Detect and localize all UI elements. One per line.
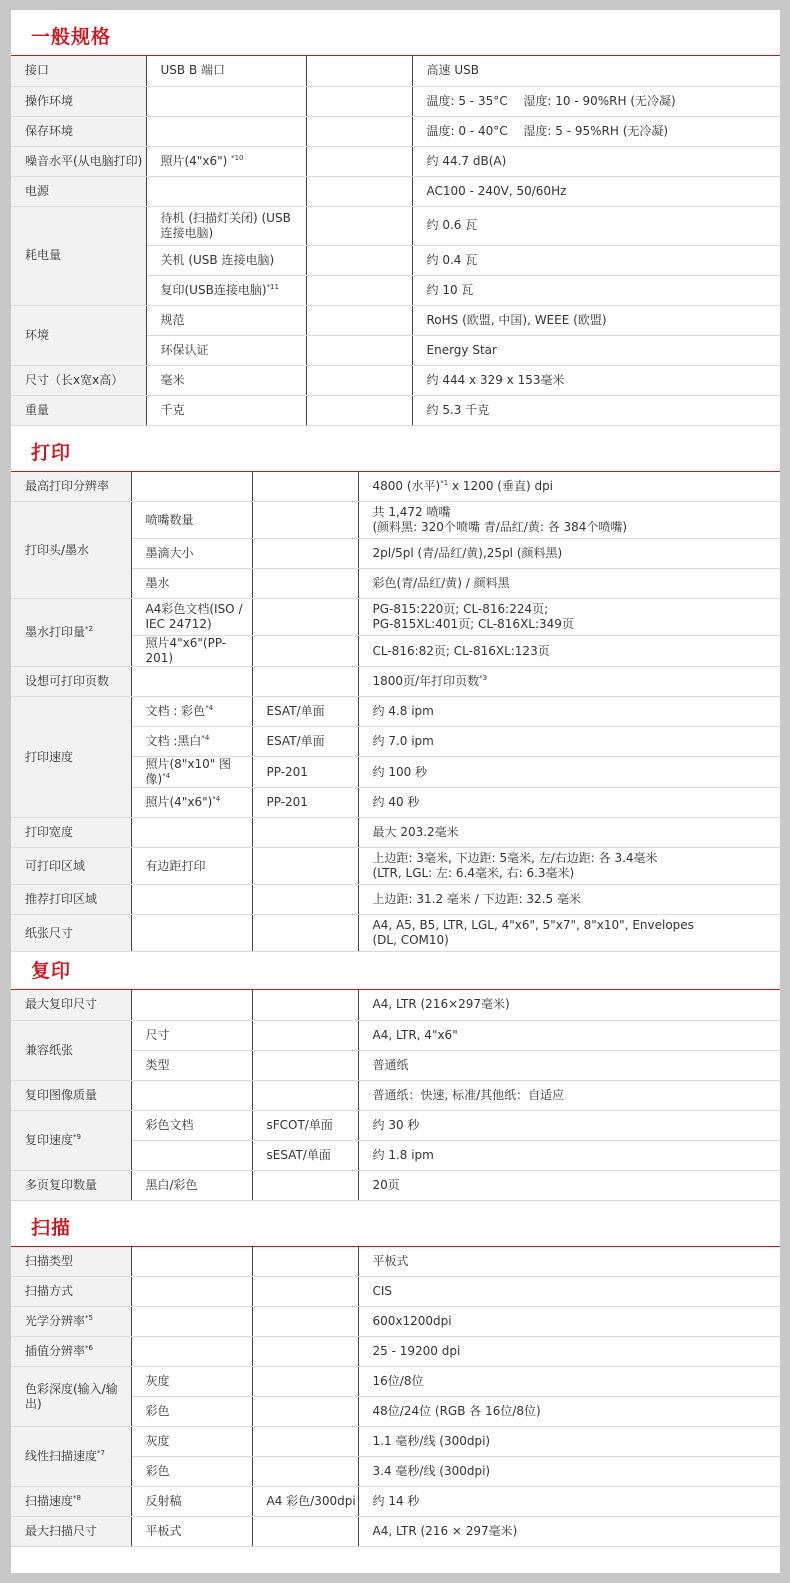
table-row: 打印宽度 最大 203.2毫米	[11, 818, 780, 848]
table-row: 纸张尺寸 A4, A5, B5, LTR, LGL, 4"x6", 5"x7", 8"x10", Envelopes (DL, COM10)	[11, 915, 780, 952]
table-row: 环保认证 Energy Star	[11, 335, 780, 365]
table-row: 接口 USB B 端口 高速 USB	[11, 56, 780, 86]
table-row: 彩色 3.4 毫秒/线 (300dpi)	[11, 1457, 780, 1487]
table-row: 扫描类型 平板式	[11, 1247, 780, 1277]
table-row: 重量 千克 约 5.3 千克	[11, 395, 780, 425]
table-row: 复印速度$^{*9}$ 彩色文档 sFCOT/单面 约 30 秒	[11, 1110, 780, 1140]
table-row: 类型 普通纸	[11, 1050, 780, 1080]
section-title-general: 一般规格	[11, 10, 780, 56]
table-row: 线性扫描速度$^{*7}$ 灰度 1.1 毫秒/线 (300dpi)	[11, 1427, 780, 1457]
table-row: 环境 规范 RoHS (欧盟, 中国), WEEE (欧盟)	[11, 305, 780, 335]
table-row: 保存环境 温度: 0 - 40°C 湿度: 5 - 95%RH (无冷凝)	[11, 116, 780, 146]
table-row: 耗电量 待机 (扫描灯关闭) (USB 连接电脑) 约 0.6 瓦	[11, 206, 780, 245]
table-row: 操作环境 温度: 5 - 35°C 湿度: 10 - 90%RH (无冷凝)	[11, 86, 780, 116]
spec-page	[11, 10, 780, 1573]
table-row: 推荐打印区域 上边距: 31.2 毫米 / 下边距: 32.5 毫米	[11, 885, 780, 915]
table-row: 墨水打印量$^{*2}$ A4彩色文档(ISO / IEC 24712) PG-815:220页; CL-816:224页; PG-815XL:401页; CL-816XL:349页	[11, 599, 780, 636]
section-title-print: 打印	[11, 426, 780, 472]
table-row: 设想可打印页数 1800页/年打印页数$^{*3}$	[11, 667, 780, 697]
table-row: 尺寸（长x宽x高） 毫米 约 444 x 329 x 153毫米	[11, 365, 780, 395]
print-spec-table	[11, 472, 780, 953]
table-row: 可打印区域 有边距打印 上边距: 3毫米, 下边距: 5毫米, 左/右边距: 各 3.4毫米 (LTR, LGL: 左: 6.4毫米, 右: 6.3毫米)	[11, 848, 780, 885]
table-row: 彩色 48位/24位 (RGB 各 16位/8位)	[11, 1397, 780, 1427]
table-row: 照片(4"x6")$^{*4}$ PP-201 约 40 秒	[11, 788, 780, 818]
table-row: 兼容纸张 尺寸 A4, LTR, 4"x6"	[11, 1020, 780, 1050]
general-spec-table	[11, 56, 780, 426]
table-row: 噪音水平(从电脑打印) 照片(4"x6") $^{*10}$ 约 44.7 dB(A)	[11, 146, 780, 176]
table-row: 文档 :黑白$^{*4}$ ESAT/单面 约 7.0 ipm	[11, 727, 780, 757]
table-row: 光学分辨率$^{*5}$ 600x1200dpi	[11, 1307, 780, 1337]
table-row: 插值分辨率$^{*6}$ 25 - 19200 dpi	[11, 1337, 780, 1367]
table-row: 照片(8"x10" 图像)$^{*4}$ PP-201 约 100 秒	[11, 757, 780, 788]
table-row: 复印(USB连接电脑)$^{*11}$ 约 10 瓦	[11, 275, 780, 305]
section-title-scan: 扫描	[11, 1201, 780, 1247]
table-row: 色彩深度(输入/输出) 灰度 16位/8位	[11, 1367, 780, 1397]
table-row: 复印图像质量 普通纸：快速, 标准/其他纸：自适应	[11, 1080, 780, 1110]
table-row: 打印头/墨水 喷嘴数量 共 1,472 喷嘴 (颜料黑: 320个喷嘴 青/品红/黄: 各 384个喷嘴)	[11, 502, 780, 539]
table-row: 扫描速度$^{*8}$ 反射稿 A4 彩色/300dpi 约 14 秒	[11, 1487, 780, 1517]
table-row: 照片4"x6"(PP-201) CL-816:82页; CL-816XL:123页	[11, 636, 780, 667]
scan-spec-table	[11, 1247, 780, 1548]
table-row: 最高打印分辨率 4800 (水平)$^{*1}$ x 1200 (垂直) dpi	[11, 472, 780, 502]
table-row: 电源 AC100 - 240V, 50/60Hz	[11, 176, 780, 206]
table-row: 打印速度 文档 : 彩色$^{*4}$ ESAT/单面 约 4.8 ipm	[11, 697, 780, 727]
table-row: 扫描方式 CIS	[11, 1277, 780, 1307]
table-row: 多页复印数量 黑白/彩色 20页	[11, 1170, 780, 1200]
table-row: 最大扫描尺寸 平板式 A4, LTR (216 × 297毫米)	[11, 1517, 780, 1547]
table-row: 墨滴大小 2pl/5pl (青/品红/黄),25pl (颜料黑)	[11, 539, 780, 569]
table-row: sESAT/单面 约 1.8 ipm	[11, 1140, 780, 1170]
table-row: 最大复印尺寸 A4, LTR (216×297毫米)	[11, 990, 780, 1020]
table-row: 关机 (USB 连接电脑) 约 0.4 瓦	[11, 245, 780, 275]
copy-spec-table	[11, 990, 780, 1201]
table-row: 墨水 彩色(青/品红/黄) / 颜料黑	[11, 569, 780, 599]
section-title-copy: 复印	[11, 952, 780, 990]
